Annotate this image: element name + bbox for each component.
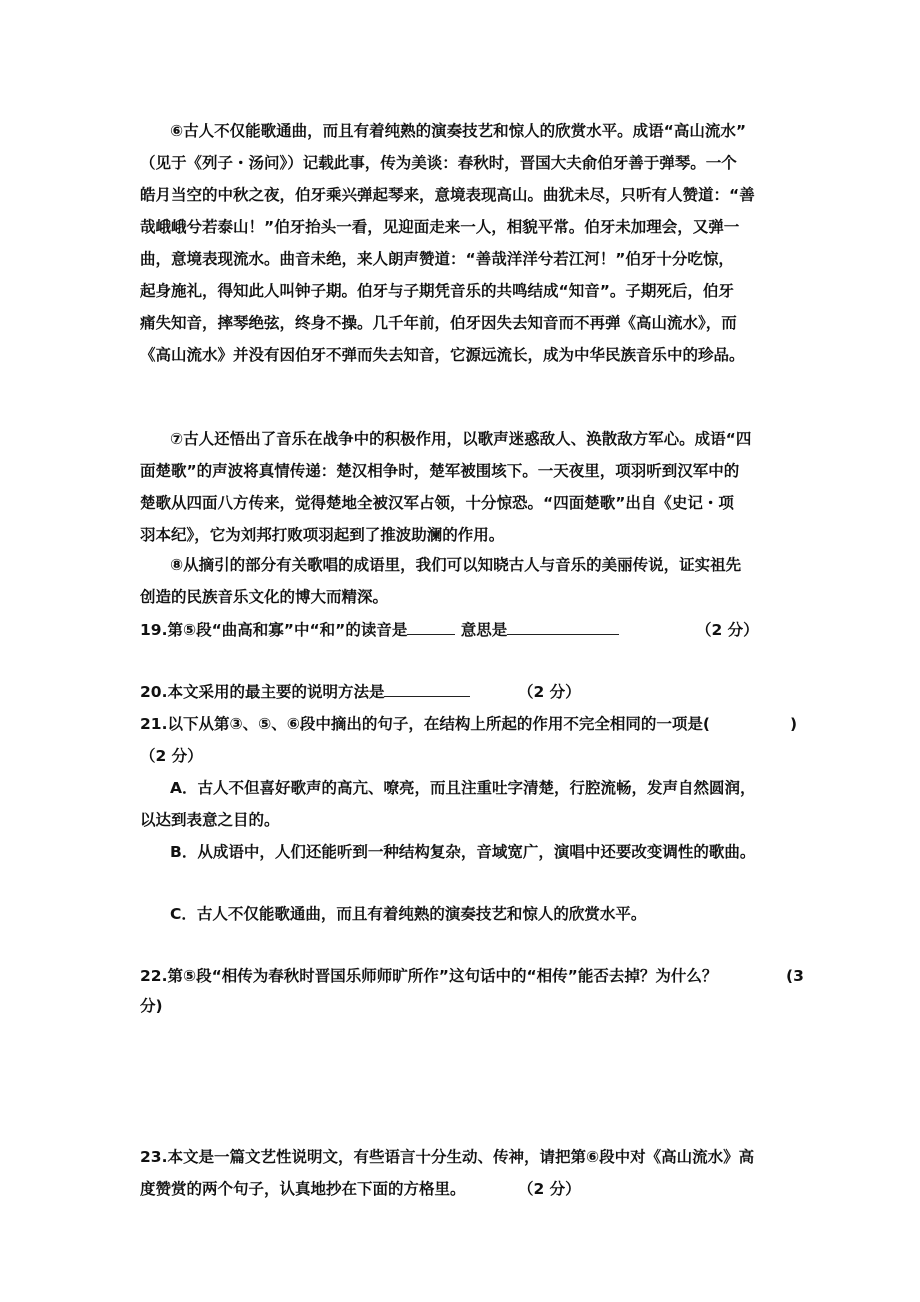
question-23-text: 23.本文是一篇文艺性说明文，有些语言十分生动、传神，请把第⑥段中对《高山流水》高 xyxy=(140,1148,755,1166)
paragraph-line: 《高山流水》并没有因伯牙不弹而失去知音，它源远流长，成为中华民族音乐中的珍品。 xyxy=(140,346,745,364)
option-b[interactable]: B．从成语中，人们还能听到一种结构复杂，音域宽广，演唱中还要改变调性的歌曲。 xyxy=(170,843,756,861)
paragraph-line: ⑦古人还悟出了音乐在战争中的积极作用，以歌声迷惑敌人、涣散敌方军心。成语“四 xyxy=(170,430,752,448)
question-22-points-cont: 分) xyxy=(140,997,163,1015)
answer-blank-method[interactable] xyxy=(384,682,470,697)
answer-blank-meaning[interactable] xyxy=(507,620,619,635)
question-19-text: 19.第⑤段“曲高和寡”中“和”的读音是 xyxy=(140,621,408,639)
paragraph-line: 创造的民族音乐文化的博大而精深。 xyxy=(140,588,389,606)
paragraph-line: 痛失知音，摔琴绝弦，终身不操。几千年前，伯牙因失去知音而不再弹《高山流水》，而 xyxy=(140,314,737,332)
paragraph-line: ⑧从摘引的部分有关歌唱的成语里，我们可以知晓古人与音乐的美丽传说，证实祖先 xyxy=(170,556,742,574)
answer-blank-reading[interactable] xyxy=(407,620,455,635)
question-21-text: 21.以下从第③、⑤、⑥段中摘出的句子，在结构上所起的作用不完全相同的一项是( xyxy=(140,715,710,733)
paragraph-line: 曲，意境表现流水。曲音未绝，来人朗声赞道：“善哉洋洋兮若江河！”伯牙十分吃惊， xyxy=(140,250,734,268)
paragraph-line: （见于《列子・汤问》）记载此事，传为美谈：春秋时，晋国大夫俞伯牙善于弹琴。一个 xyxy=(140,154,737,172)
paragraph-line: 面楚歌”的声波将真情传递：楚汉相争时，楚军被围垓下。一天夜里，项羽听到汉军中的 xyxy=(140,462,740,480)
question-19-text-b: 意思是 xyxy=(460,621,508,639)
paragraph-line: 楚歌从四面八方传来，觉得楚地全被汉军占领，十分惊恐。“四面楚歌”出自《史记・项 xyxy=(140,494,734,512)
paragraph-line: 羽本纪》，它为刘邦打败项羽起到了推波助澜的作用。 xyxy=(140,526,505,544)
question-20-points: （2 分） xyxy=(518,683,581,701)
question-19-points: （2 分） xyxy=(696,621,759,639)
option-c[interactable]: C．古人不仅能歌通曲，而且有着纯熟的演奏技艺和惊人的欣赏水平。 xyxy=(170,905,647,923)
paragraph-line: 起身施礼，得知此人叫钟子期。伯牙与子期凭音乐的共鸣结成“知音”。子期死后，伯牙 xyxy=(140,282,734,300)
option-a-continued: 以达到表意之目的。 xyxy=(140,811,280,829)
paragraph-line: 皓月当空的中秋之夜，伯牙乘兴弹起琴来，意境表现高山。曲犹未尽，只听有人赞道：“善 xyxy=(140,186,755,204)
option-a[interactable]: A．古人不但喜好歌声的高亢、嘹亮，而且注重吐字清楚，行腔流畅，发声自然圆润， xyxy=(170,779,756,797)
question-23-points: （2 分） xyxy=(518,1180,581,1198)
question-21-bracket-end: ) xyxy=(790,715,798,733)
question-22-points: (3 xyxy=(786,967,804,985)
paragraph-line: ⑥古人不仅能歌通曲，而且有着纯熟的演奏技艺和惊人的欣赏水平。成语“高山流水” xyxy=(170,122,747,140)
paragraph-line: 哉峨峨兮若泰山！”伯牙抬头一看，见迎面走来一人，相貌平常。伯牙未加理会，又弹一 xyxy=(140,218,740,236)
question-23-text-cont: 度赞赏的两个句子，认真地抄在下面的方格里。 xyxy=(140,1180,466,1198)
question-20-text: 20.本文采用的最主要的说明方法是 xyxy=(140,683,385,701)
question-22-text: 22.第⑤段“相传为春秋时晋国乐师师旷所作”这句话中的“相传”能否去掉？为什么？ xyxy=(140,967,718,985)
question-21-points: （2 分） xyxy=(140,747,203,765)
